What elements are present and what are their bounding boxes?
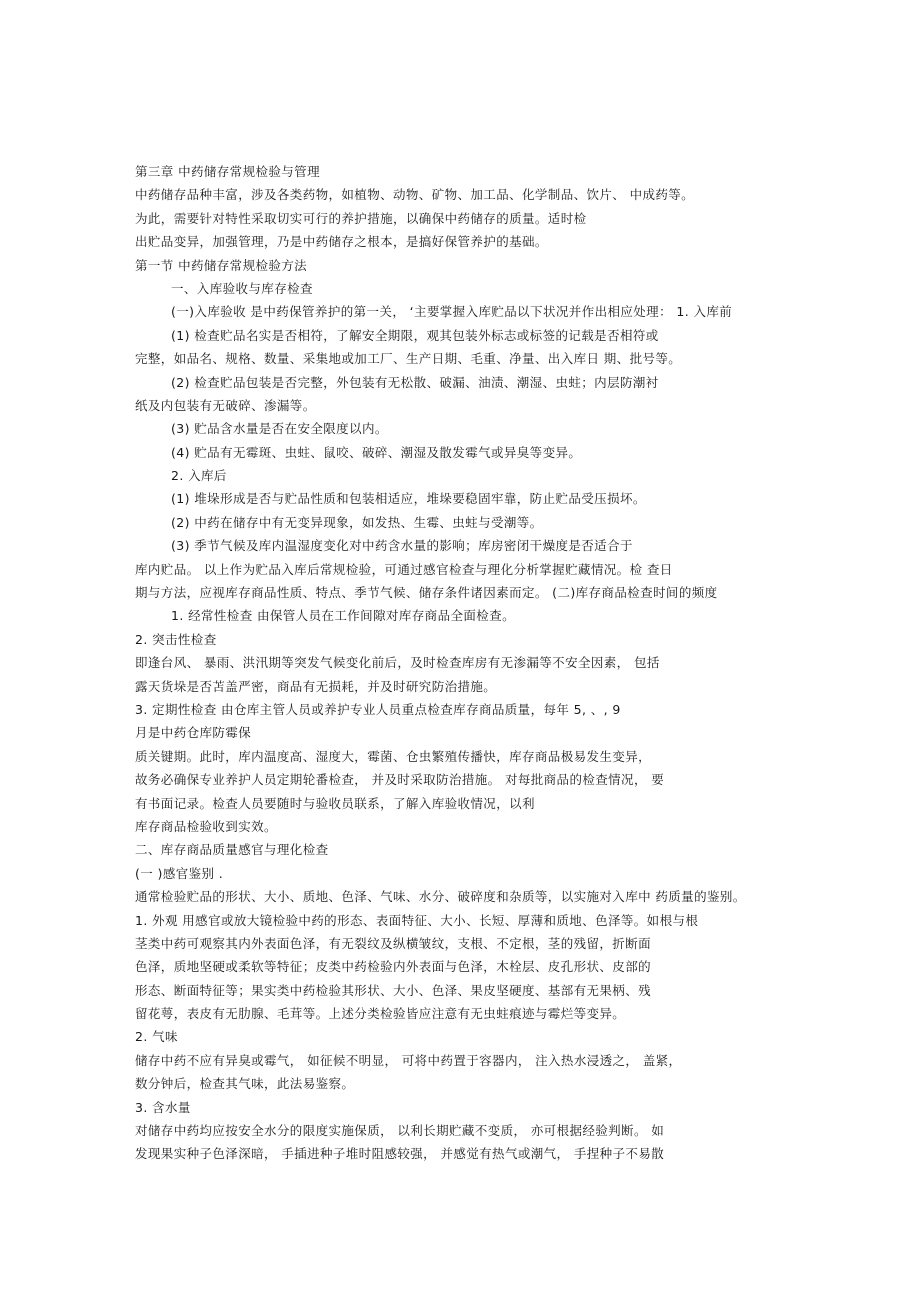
text-line: 色泽，质地坚硬或柔软等特征；皮类中药检验内外表面与色泽，木栓层、皮孔形状、皮部的 bbox=[135, 959, 652, 975]
text-line: 茎类中药可观察其内外表面色泽，有无裂纹及纵横皱纹，支根、不定根，茎的残留，折断面 bbox=[135, 935, 652, 951]
text-line: 月是中药仓库防霉保 bbox=[135, 725, 252, 741]
text-line: 即逢台风、 暴雨、洪汛期等突发气候变化前后，及时检查库房有无渗漏等不安全因素， 包括 bbox=[135, 655, 660, 671]
text-line: 对储存中药均应按安全水分的限度实施保质， 以利长期贮藏不变质， 亦可根据经验判断。 如 bbox=[135, 1123, 665, 1139]
text-line: 第三章 中药储存常规检验与管理 bbox=[135, 164, 320, 179]
text-line: (2) 检查贮品包装是否完整，外包装有无松散、破漏、油渍、潮湿、虫蛀；内层防潮衬 bbox=[171, 374, 659, 390]
text-line: 3. 含水量 bbox=[135, 1099, 191, 1115]
text-line: (3) 贮品含水量是否在安全限度以内。 bbox=[171, 421, 388, 437]
text-line: 第一节 中药储存常规检验方法 bbox=[135, 257, 308, 273]
text-line: 3. 定期性检查 由仓库主管人员或养护专业人员重点检查库存商品质量，每年 5, 、, 9 bbox=[135, 701, 621, 717]
text-line: 故务必确保专业养护人员定期轮番检查， 并及时采取防治措施。 对每批商品的检查情况， 要 bbox=[135, 772, 665, 788]
text-line: 2. 气味 bbox=[135, 1029, 178, 1045]
text-line: 质关键期。此时，库内温度高、湿度大，霉菌、仓虫繁殖传播快，库存商品极易发生变异， bbox=[135, 748, 652, 764]
text-line: 露天货垛是否苫盖严密，商品有无损耗，并及时研究防治措施。 bbox=[135, 678, 497, 694]
text-line: 纸及内包装有无破碎、渗漏等。 bbox=[135, 397, 316, 413]
text-line: 储存中药不应有异臭或霉气， 如征候不明显， 可将中药置于容器内， 注入热水浸透之， 盖紧， bbox=[135, 1052, 682, 1068]
text-line: (2) 中药在储存中有无变异现象，如发热、生霉、虫蛀与受潮等。 bbox=[171, 514, 543, 530]
text-line: 有书面记录。检查人员要随时与验收员联系，了解入库验收情况，以利 bbox=[135, 795, 535, 811]
text-line: 中药储存品种丰富，涉及各类药物，如植物、动物、矿物、加工品、化学制品、饮片、 中成药等。 bbox=[135, 187, 695, 203]
text-line: 出贮品变异，加强管理，乃是中药储存之根本，是搞好保管养护的基础。 bbox=[135, 234, 548, 250]
text-line: 完整，如品名、规格、数量、采集地或加工厂、生产日期、毛重、净量、出入库日 期、批号等。 bbox=[135, 351, 682, 367]
text-line: 期与方法，应视库存商品性质、特点、季节气候、储存条件诸因素而定。 (二)库存商品检查时间的频度 bbox=[135, 585, 718, 601]
text-line: (一)入库验收 是中药保管养护的第一关， ‘主要掌握入库贮品以下状况并作出相应处理： 1. 入库前 bbox=[171, 304, 733, 320]
text-line: (1) 堆垛形成是否与贮品性质和包装相适应，堆垛要稳固牢靠，防止贮品受压损坏。 bbox=[171, 491, 646, 507]
document-body bbox=[135, 160, 785, 1166]
text-line: 库内贮品。 以上作为贮品入库后常规检验，可通过感官检查与理化分析掌握贮藏情况。检 查日 bbox=[135, 561, 673, 577]
text-line: 发现果实种子色泽深暗， 手插进种子堆时阻感较强， 并感觉有热气或潮气， 手捏种子不易散 bbox=[135, 1146, 665, 1162]
text-line: (1) 检查贮品名实是否相符，了解安全期限，观其包装外标志或标签的记载是否相符或 bbox=[171, 327, 659, 343]
text-line: (4) 贮品有无霉斑、虫蛀、鼠咬、破碎、潮湿及散发霉气或异臭等变异。 bbox=[171, 444, 582, 460]
text-line: 数分钟后，检查其气味，此法易鉴察。 bbox=[135, 1076, 355, 1092]
text-line: (3) 季节气候及库内温湿度变化对中药含水量的影响；库房密闭干燥度是否适合于 bbox=[171, 538, 633, 554]
text-line: 一、入库验收与库存检查 bbox=[171, 280, 313, 296]
text-line: 1. 经常性检查 由保管人员在工作间隙对库存商品全面检查。 bbox=[171, 608, 515, 624]
text-line: 为此，需要针对特性采取切实可行的养护措施，以确保中药储存的质量。适时检 bbox=[135, 210, 587, 226]
text-line: 留花萼，表皮有无肋腺、毛茸等。上述分类检验皆应注意有无虫蛀痕迹与霉烂等变异。 bbox=[135, 1006, 626, 1022]
text-line: 通常检验贮品的形状、大小、质地、色泽、气味、水分、破碎度和杂质等，以实施对入库中 药质量的鉴别。 bbox=[135, 889, 746, 905]
text-line: 2. 入库后 bbox=[171, 468, 227, 484]
text-line: 二、库存商品质量感官与理化检查 bbox=[135, 842, 329, 858]
text-line: 形态、断面特征等；果实类中药检验其形状、大小、色泽、果皮坚硬度、基部有无果柄、残 bbox=[135, 982, 652, 998]
text-line: (一 )感官鉴别 . bbox=[135, 865, 224, 881]
text-line: 2. 突击性检查 bbox=[135, 631, 217, 647]
text-line: 1. 外观 用感官或放大镜检验中药的形态、表面特征、大小、长短、厚薄和质地、色泽等。如根与根 bbox=[135, 912, 699, 928]
text-line: 库存商品检验收到实效。 bbox=[135, 818, 277, 834]
